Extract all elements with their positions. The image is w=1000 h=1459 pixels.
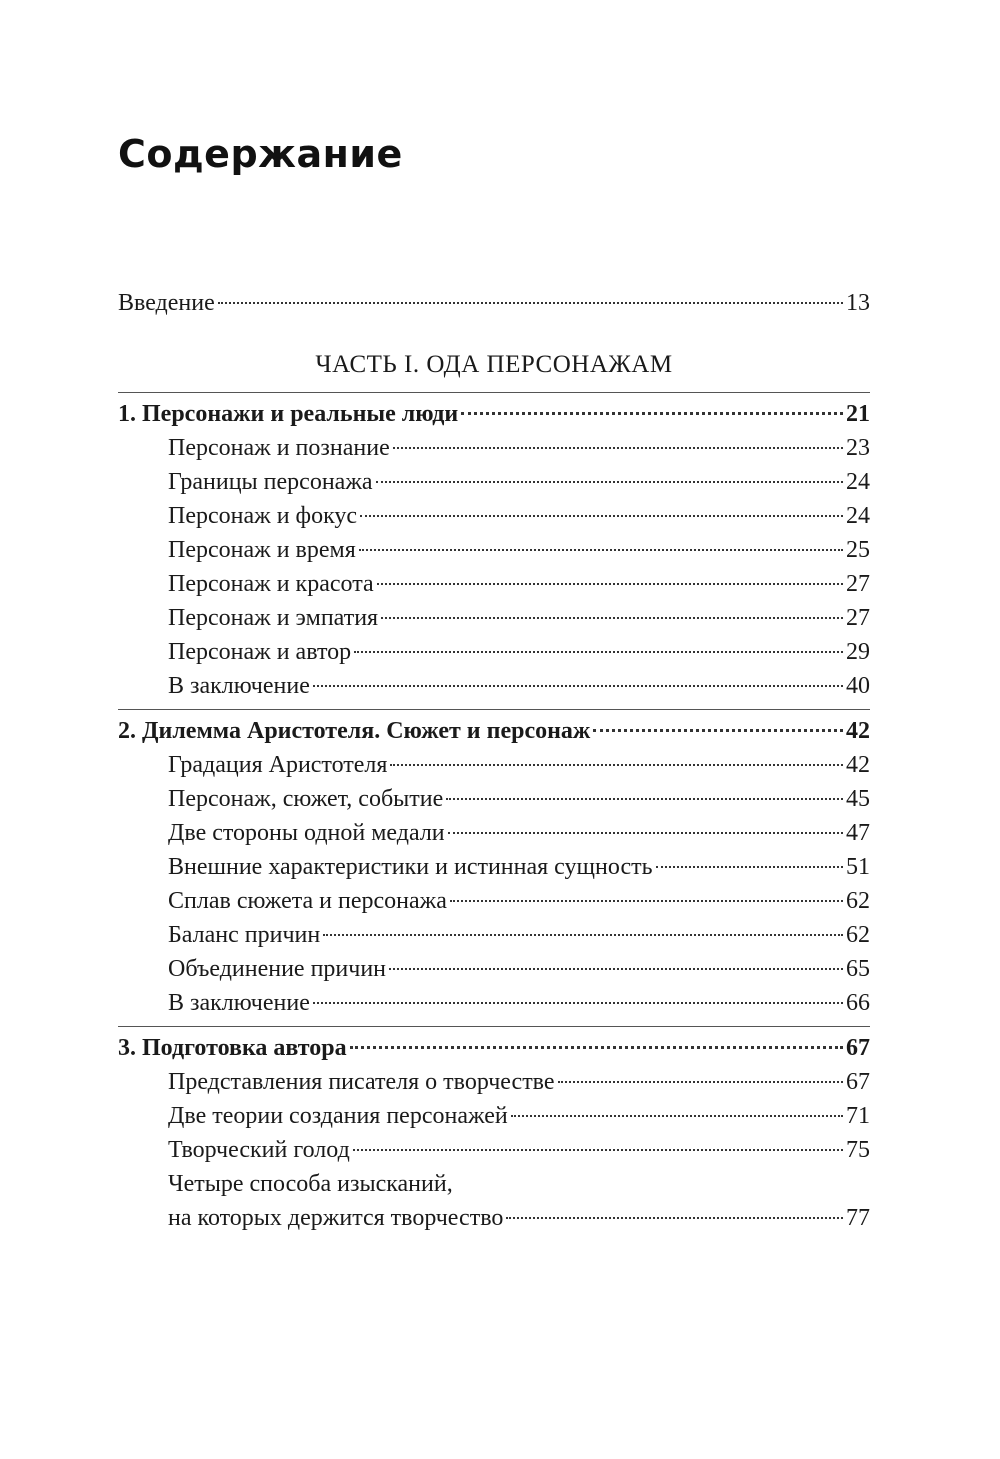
- toc-entry-page: 77: [846, 1205, 870, 1231]
- toc-entry-label-line2: на которых держится творчество: [168, 1205, 504, 1231]
- toc-entry-label: Градация Аристотеля: [168, 752, 388, 778]
- toc-entry[interactable]: [118, 952, 870, 986]
- toc-entry-label: Введение: [118, 290, 215, 316]
- toc-entry[interactable]: [118, 1133, 870, 1167]
- toc-entry[interactable]: [118, 850, 870, 884]
- toc-entry-page: 62: [846, 922, 870, 948]
- dot-leader: [218, 302, 843, 304]
- toc-entry-label: Баланс причин: [168, 922, 321, 948]
- toc-entry-label-line1: Четыре способа изысканий,: [168, 1171, 453, 1197]
- dot-leader: [390, 764, 843, 766]
- dot-leader: [506, 1217, 843, 1219]
- dot-leader: [393, 447, 843, 449]
- toc-entry[interactable]: [118, 669, 870, 703]
- toc-entry-page: 24: [846, 503, 870, 529]
- dot-leader: [446, 798, 843, 800]
- toc-entry-page: 62: [846, 888, 870, 914]
- toc-entry-label: Персонаж и познание: [168, 435, 390, 461]
- chapter-block: [118, 709, 870, 1020]
- dot-leader: [461, 412, 843, 415]
- toc-entry-page: 42: [846, 752, 870, 778]
- toc-entry-page: 71: [846, 1103, 870, 1129]
- toc-entry-page: 51: [846, 854, 870, 880]
- toc-entry-page: 40: [846, 673, 870, 699]
- toc-entry-wrapped[interactable]: [118, 1167, 870, 1235]
- toc-entry-label: Внешние характеристики и истинная сущность: [168, 854, 653, 880]
- dot-leader: [350, 1046, 843, 1049]
- toc-entry-page: 24: [846, 469, 870, 495]
- toc-entry-line2: [168, 1201, 870, 1235]
- toc-entry-label: Объединение причин: [168, 956, 387, 982]
- toc-entry[interactable]: [118, 748, 870, 782]
- toc-chapter-page: 67: [846, 1035, 870, 1061]
- toc-entry[interactable]: [118, 601, 870, 635]
- toc-entry-page: 27: [846, 605, 870, 631]
- toc-entry[interactable]: [118, 884, 870, 918]
- toc-chapter-label: 2. Дилемма Аристотеля. Сюжет и персонаж: [118, 718, 591, 744]
- toc-entry[interactable]: [118, 918, 870, 952]
- chapter-block: [118, 1026, 870, 1235]
- toc-entry-label: Персонаж, сюжет, событие: [168, 786, 444, 812]
- toc-entry-label: Персонаж и эмпатия: [168, 605, 379, 631]
- toc-entry[interactable]: [118, 782, 870, 816]
- toc-chapter[interactable]: [118, 397, 870, 431]
- toc-entry-label: Сплав сюжета и персонажа: [168, 888, 447, 914]
- toc-entry-page: 66: [846, 990, 870, 1016]
- toc-chapter-page: 42: [846, 718, 870, 744]
- dot-leader: [381, 617, 843, 619]
- toc-entry-page: 65: [846, 956, 870, 982]
- dot-leader: [593, 729, 843, 732]
- dot-leader: [353, 1149, 843, 1151]
- toc-entry-page: 13: [846, 290, 870, 316]
- toc-entry[interactable]: [118, 465, 870, 499]
- toc-chapter[interactable]: [118, 1031, 870, 1065]
- page-title: Содержание: [118, 132, 403, 176]
- toc-entry-page: 75: [846, 1137, 870, 1163]
- toc-chapter-label: 3. Подготовка автора: [118, 1035, 347, 1061]
- dot-leader: [389, 968, 843, 970]
- dot-leader: [354, 651, 843, 653]
- toc-entry-label: Персонаж и красота: [168, 571, 374, 597]
- toc-entry[interactable]: [118, 499, 870, 533]
- toc-entry-label: Персонаж и фокус: [168, 503, 358, 529]
- dot-leader: [323, 934, 843, 936]
- table-of-contents: [118, 286, 870, 1235]
- toc-entry[interactable]: [118, 567, 870, 601]
- toc-entry-label: Две теории создания персонажей: [168, 1103, 508, 1129]
- toc-entry[interactable]: [118, 533, 870, 567]
- toc-chapter-label: 1. Персонажи и реальные люди: [118, 401, 459, 427]
- toc-entry-label: В заключение: [168, 673, 310, 699]
- dot-leader: [360, 515, 843, 517]
- chapter-block: [118, 392, 870, 703]
- part-heading: ЧАСТЬ I. ОДА ПЕРСОНАЖАМ: [315, 351, 673, 378]
- dot-leader: [359, 549, 843, 551]
- dot-leader: [558, 1081, 843, 1083]
- dot-leader: [377, 583, 843, 585]
- toc-entry[interactable]: [118, 986, 870, 1020]
- toc-entry-page: 27: [846, 571, 870, 597]
- toc-entry-label: Две стороны одной медали: [168, 820, 445, 846]
- toc-entry-page: 45: [846, 786, 870, 812]
- toc-entry-intro[interactable]: [118, 286, 870, 320]
- toc-entry-label: В заключение: [168, 990, 310, 1016]
- toc-entry-label: Персонаж и автор: [168, 639, 352, 665]
- dot-leader: [313, 1002, 843, 1004]
- toc-entry-label: Персонаж и время: [168, 537, 356, 563]
- toc-entry-page: 25: [846, 537, 870, 563]
- dot-leader: [376, 481, 843, 483]
- dot-leader: [448, 832, 843, 834]
- toc-entry-label: Границы персонажа: [168, 469, 373, 495]
- dot-leader: [511, 1115, 843, 1117]
- toc-entry[interactable]: [118, 431, 870, 465]
- toc-entry-page: 23: [846, 435, 870, 461]
- toc-entry[interactable]: [118, 816, 870, 850]
- toc-entry-page: 47: [846, 820, 870, 846]
- toc-entry-label: Представления писателя о творчестве: [168, 1069, 555, 1095]
- toc-entry[interactable]: [118, 1065, 870, 1099]
- dot-leader: [313, 685, 843, 687]
- dot-leader: [656, 866, 843, 868]
- toc-entry[interactable]: [118, 1099, 870, 1133]
- toc-entry-page: 67: [846, 1069, 870, 1095]
- dot-leader: [450, 900, 843, 902]
- toc-entry[interactable]: [118, 635, 870, 669]
- toc-entry-page: 29: [846, 639, 870, 665]
- toc-entry-label: Творческий голод: [168, 1137, 350, 1163]
- toc-chapter[interactable]: [118, 714, 870, 748]
- toc-chapter-page: 21: [846, 401, 870, 427]
